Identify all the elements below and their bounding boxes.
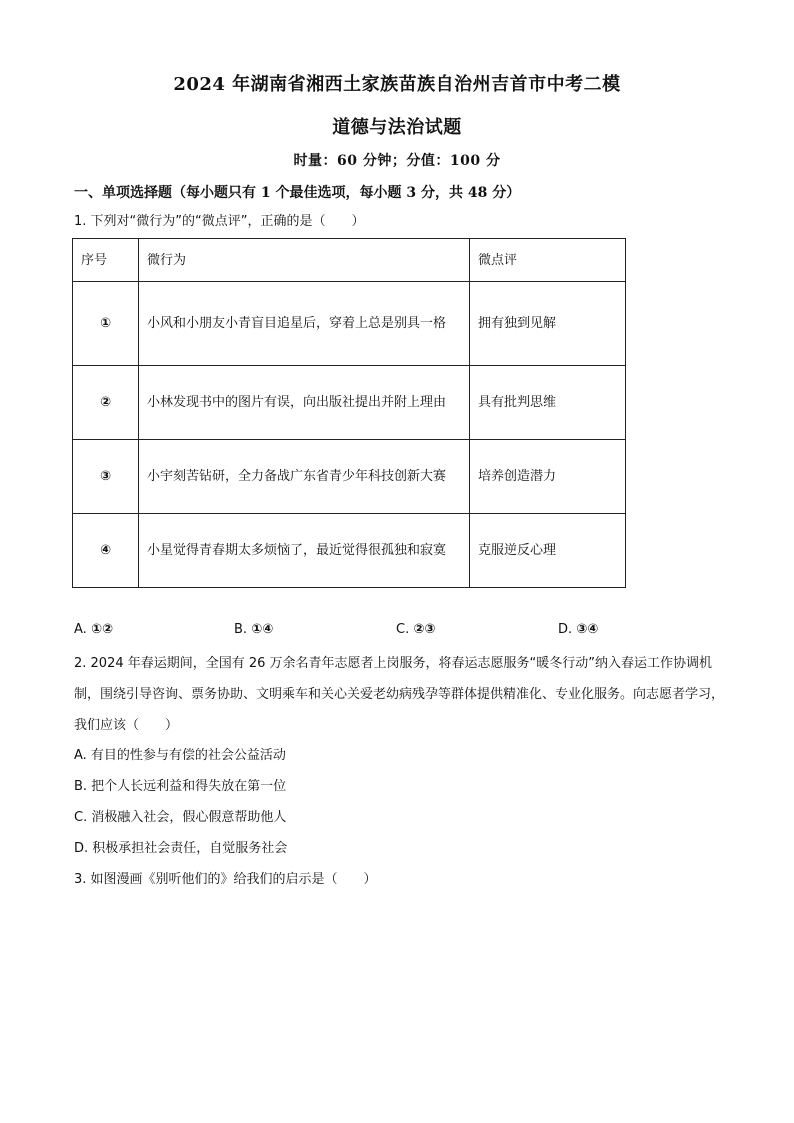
row-number: ③: [73, 440, 139, 514]
row-behavior: 小林发现书中的图片有误，向出版社提出并附上理由: [139, 366, 470, 440]
option-letter: B.: [234, 622, 248, 637]
option-letter: C.: [396, 622, 410, 637]
question-2-stem: 2. 2024 年春运期间，全国有 26 万余名青年志愿者上岗服务，将春运志愿服务“暖冬行动”纳入春运工作协调机制，围绕引导咨询、票务协助、文明乘车和关心关爱老幼病残孕等群体提供精准化、专业化服务。向志愿者学习，我们应该（ ）: [74, 656, 725, 733]
q2-option-c[interactable]: C. 消极融入社会，假心假意帮助他人: [74, 810, 287, 825]
row-number: ④: [73, 514, 139, 588]
question-3-stem: 3. 如图漫画《别听他们的》给我们的启示是（ ）: [74, 872, 377, 887]
row-behavior: 小风和小朋友小青盲目追星后，穿着上总是别具一格: [139, 282, 470, 366]
q2-option-b[interactable]: B. 把个人长远利益和得失放在第一位: [74, 779, 287, 794]
row-behavior: 小宇刻苦钻研，全力备战广东省青少年科技创新大赛: [139, 440, 470, 514]
row-number: ②: [73, 366, 139, 440]
option-text: ②③: [413, 622, 436, 637]
table-header-cell: 序号: [73, 239, 139, 282]
table-row: [73, 366, 626, 440]
row-comment: 具有批判思维: [470, 366, 626, 440]
table-header-cell: 微行为: [139, 239, 470, 282]
row-comment: 拥有独到见解: [470, 282, 626, 366]
question-1-table: [72, 238, 626, 588]
row-comment: 克服逆反心理: [470, 514, 626, 588]
table-row: [73, 282, 626, 366]
row-number: ①: [73, 282, 139, 366]
option-text: ①④: [251, 622, 274, 637]
section-heading: 一、单项选择题（每小题只有 1 个最佳选项，每小题 3 分，共 48 分）: [74, 185, 521, 201]
table-row: [73, 514, 626, 588]
table-header-cell: 微点评: [470, 239, 626, 282]
exam-title: 2024 年湖南省湘西土家族苗族自治州吉首市中考二模: [173, 74, 621, 95]
q1-option-c[interactable]: [396, 622, 435, 637]
q1-option-b[interactable]: [234, 622, 273, 637]
q2-option-a[interactable]: A. 有目的性参与有偿的社会公益活动: [74, 748, 286, 763]
q1-option-d[interactable]: [558, 622, 598, 637]
table-header-row: [73, 239, 626, 282]
option-letter: A.: [74, 622, 87, 637]
option-text: ①②: [90, 622, 113, 637]
q1-option-a[interactable]: [74, 622, 113, 637]
q2-option-d[interactable]: D. 积极承担社会责任，自觉服务社会: [74, 841, 288, 856]
row-comment: 培养创造潜力: [470, 440, 626, 514]
row-behavior: 小星觉得青春期太多烦恼了，最近觉得很孤独和寂寞: [139, 514, 470, 588]
option-text: ③④: [576, 622, 599, 637]
exam-meta: 时量：60 分钟；分值：100 分: [293, 153, 501, 169]
table-row: [73, 440, 626, 514]
exam-subtitle: 道德与法治试题: [332, 117, 462, 138]
option-letter: D.: [558, 622, 573, 637]
question-1-stem: 1. 下列对“微行为”的“微点评”，正确的是（ ）: [74, 214, 365, 229]
